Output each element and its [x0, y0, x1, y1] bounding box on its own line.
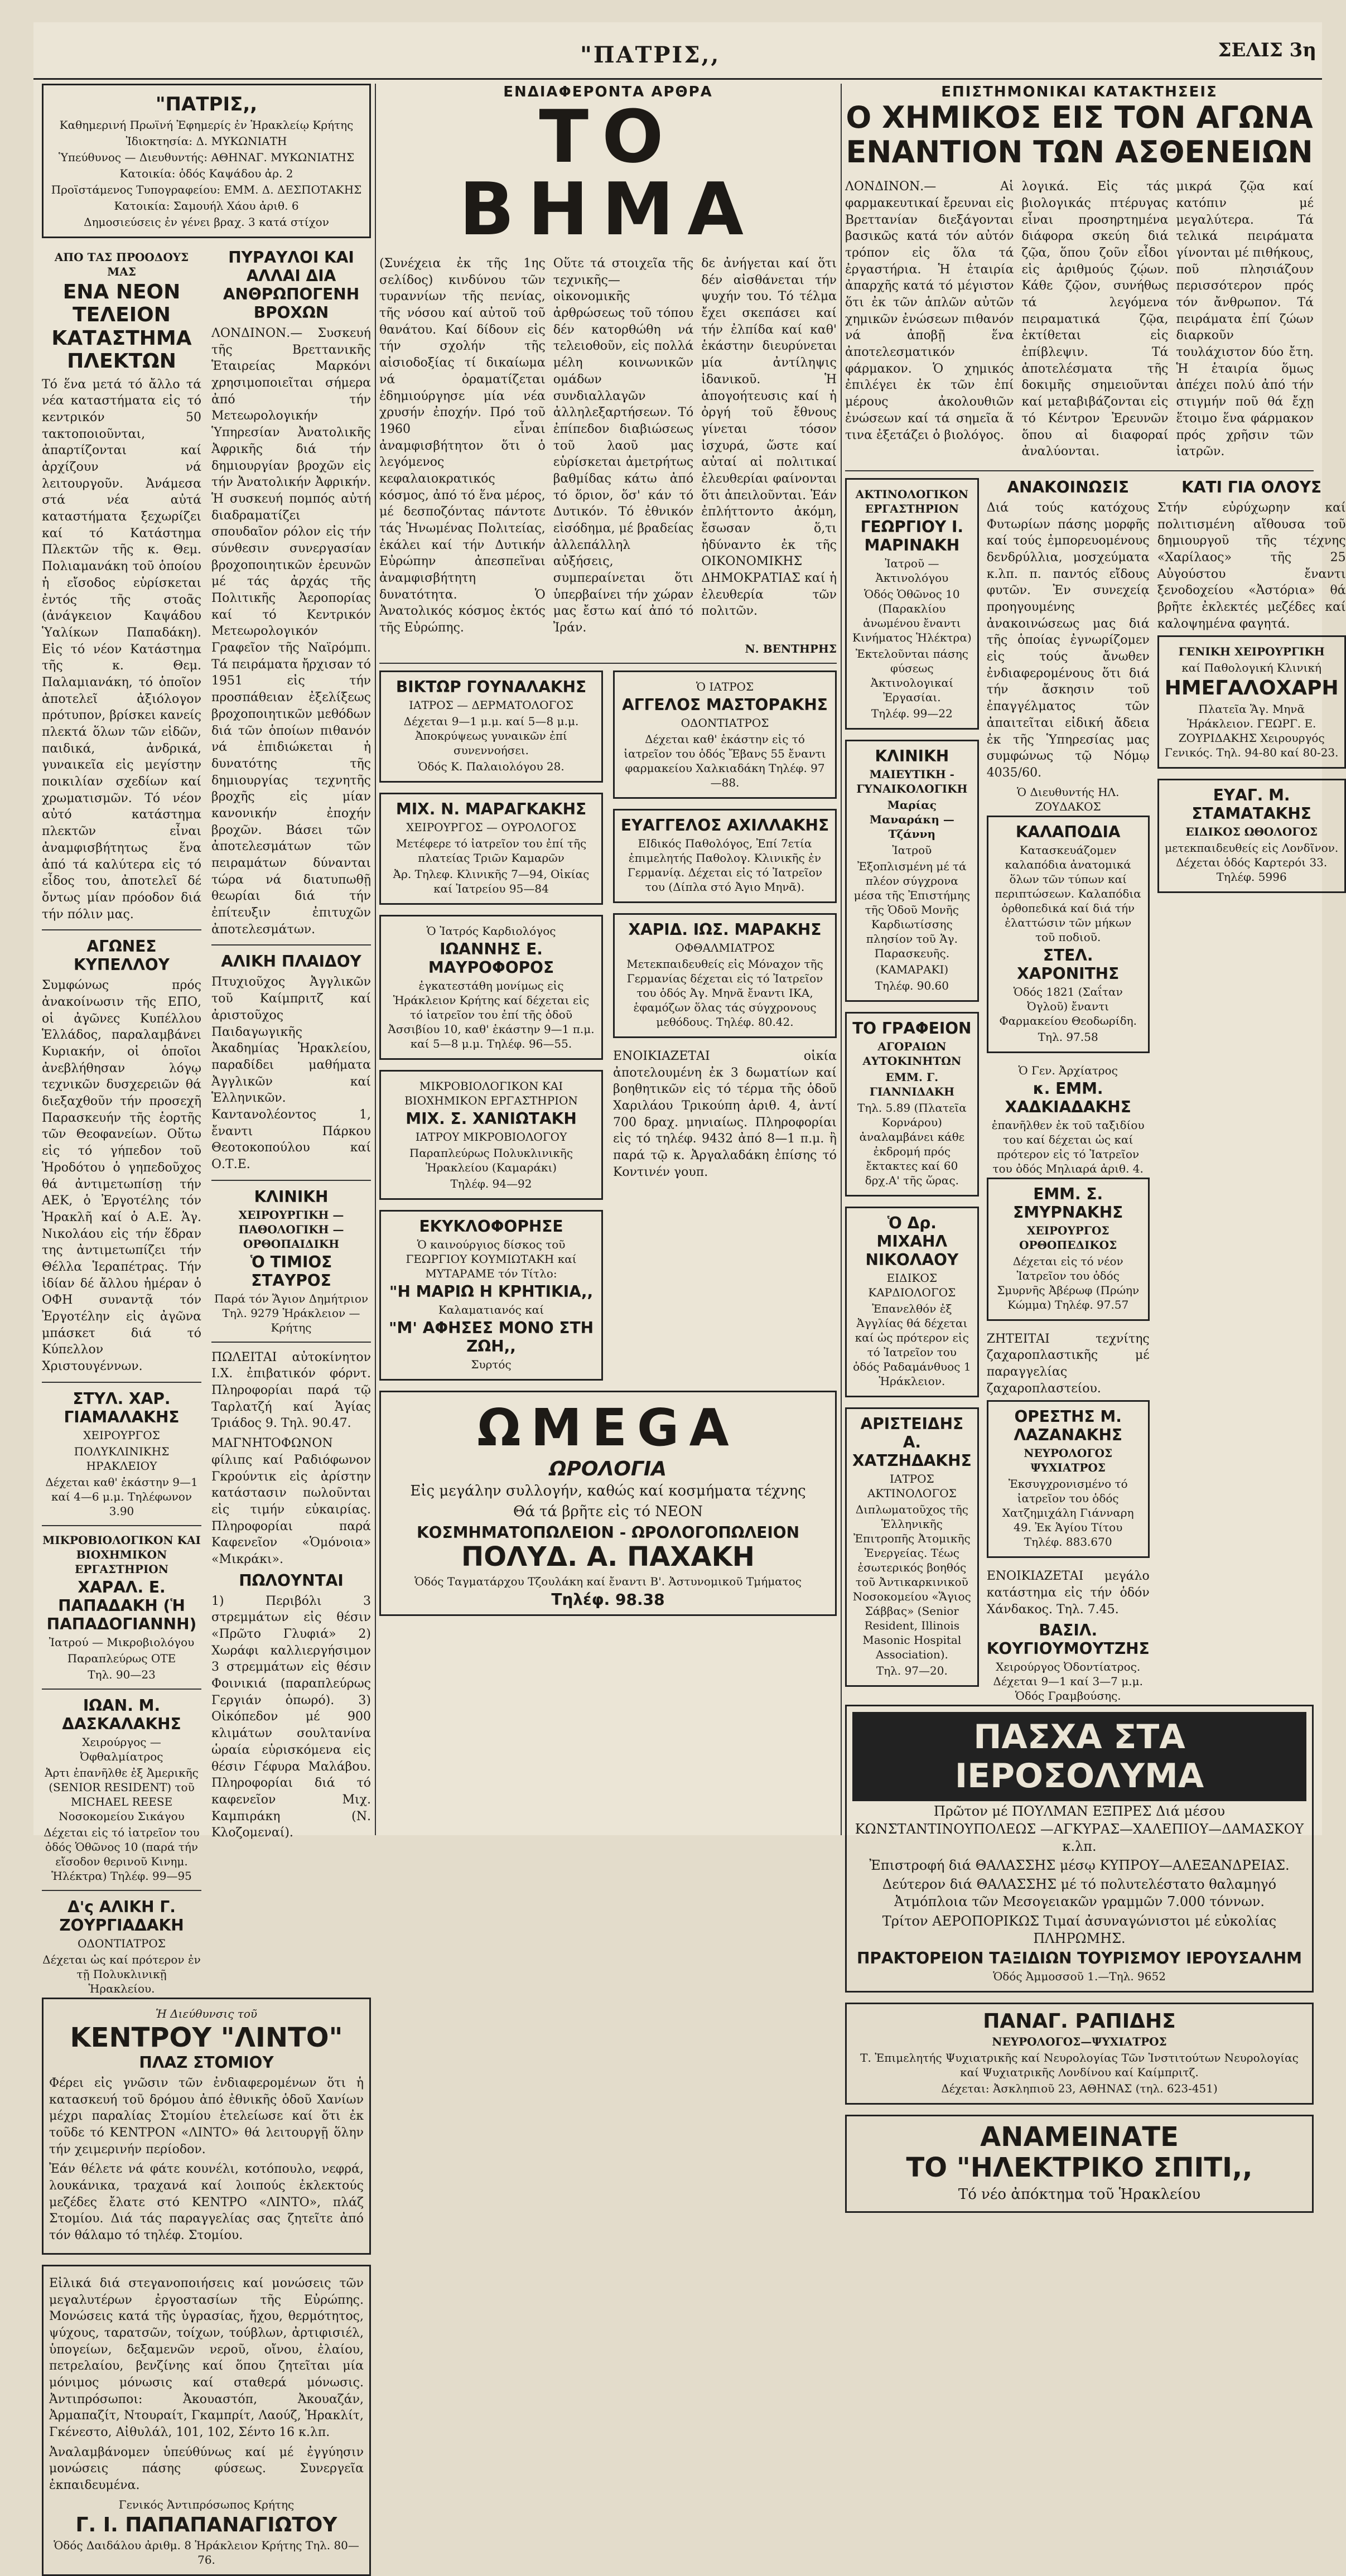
ad-line: Παραπλεύρως Πολυκλινικῆς Ἡρακλείου (Καμαράκι) — [409, 1146, 573, 1174]
notice-author: Ὁ Διευθυντής ΗΛ. ΖΟΥΔΑΚΟΣ — [1016, 785, 1120, 813]
ad-block — [613, 670, 837, 799]
ad-line: ΑΓΟΡΑΙΩΝ ΑΥΤΟΚΙΝΗΤΩΝ — [862, 1039, 962, 1068]
ad-line: μετεκπαιδευθείς εἰς Λονδῖνον. Δέχεται ὁδός Καρτερόι 33. Τηλέφ. 5996 — [1165, 841, 1339, 884]
ad-body: Φέρει εἰς γνῶσιν τῶν ἐνδιαφερομένων ὅτι ἡ κατασκευή τοῦ δρόμου ἀπό ἐθνικῆς ὁδοῦ Χανίων μέχρι παραλίας Στομίου ἐτελείωσε καί ὅτι ἐκ τοῦδε τό ΚΕΝΤΡΟΝ «ΛΙΝΤΟ» θά λειτουργῇ ὅλην τήν χειμερινήν περίοδον. — [49, 2076, 364, 2157]
ad-name: ΒΑΣΙΛ. ΚΟΥΓΙΟΥΜΟΥΤΖΗΣ — [986, 1621, 1150, 1658]
ad-name: ΜΙΧ. Σ. ΧΑΝΙΩΤΑΚΗ — [406, 1109, 577, 1128]
subcolumn-b — [211, 248, 371, 1998]
ad-subtitle: ΩΡΟΛΟΓΙΑ — [549, 1457, 667, 1480]
ad-line: Μετέφερε τό ἰατρεῖον του ἐπί τῆς πλατείας Τριῶν Καμαρῶν — [395, 836, 587, 865]
ad-block — [987, 1400, 1150, 1558]
ad-line: ΠΟΛΥΚΛΙΝΙΚΗΣ ΗΡΑΚΛΕΙΟΥ — [74, 1444, 170, 1473]
divider — [845, 470, 1314, 471]
ad-line: Ἐξοπλισμένη μέ τά πλέον σύγχρονα μέσα τῆς Ἐπιστήμης τῆς Ὁδοῦ Μονῆς Καρδιωτίσσης πλησίον τοῦ Ἁγ. Παρασκευῆς. — [853, 859, 971, 960]
ad-line: Συρτός — [471, 1357, 512, 1371]
ad-line: ΙΑΤΡΟΣ ΑΚΤΙΝΟΛΟΓΟΣ — [867, 1472, 957, 1500]
ad-line: Τηλ. 97—20. — [876, 1663, 948, 1677]
ad-title: Δ'ς ΑΛΙΚΗ Γ. ΖΟΥΡΓΙΑΔΑΚΗ — [59, 1897, 184, 1935]
ads-grid — [845, 477, 1346, 1705]
ad-name: Ὁ ΤΙΜΙΟΣ ΣΤΑΥΡΟΣ — [250, 1252, 332, 1290]
classified: ΠΩΛΕΙΤΑΙ αὐτοκίνητον Ι.Χ. ἐπιβατικόν φόρντ. Πληροφορίαι παρά τῷ Ταρλατζή καί Ἁγίας Τριάδος 9. Τηλ. 90.47. — [211, 1350, 371, 1431]
ad-line: (ΚΑΜΑΡΑΚΙ) — [875, 962, 949, 976]
left-subcolumns — [42, 248, 371, 1998]
ad-line: Ἀρ. Τηλεφ. Κλινικῆς 7—94, Οἰκίας καί Ἰατρείου 95—84 — [393, 867, 590, 895]
masthead-title: "ΠΑΤΡΙΣ,, — [155, 93, 258, 115]
masthead-line: Ἰδιοκτησία: Δ. ΜΥΚΩΝΙΑΤΗ — [126, 134, 287, 148]
ad-name: ΣΤΕΛ. ΧΑΡΟΝΙΤΗΣ — [1017, 946, 1120, 983]
section-kicker: ΕΝΔΙΑΦΕΡΟΝΤΑ ΑΡΘΡΑ — [503, 84, 713, 100]
ad-line: Τηλέφ. 99—22 — [871, 706, 953, 720]
ad-block — [845, 1207, 979, 1397]
ad-name: ΟΡΕΣΤΗΣ Μ. ΛΑΖΑΝΑΚΗΣ — [1014, 1407, 1123, 1445]
ads-col-a — [845, 478, 979, 1705]
ad-title: ΚΛΙΝΙΚΗ — [254, 1187, 329, 1206]
ad-line: Χειρούργος — Ὀφθαλμίατρος — [80, 1735, 163, 1763]
subcolumn-a — [42, 248, 201, 1998]
ad-line: Δέχεται καθ' ἑκάστην 9—1 καί 4—6 μ.μ. Τηλέφωνον 3.90 — [45, 1475, 198, 1518]
ads-col-a — [379, 670, 603, 1391]
divider — [42, 1689, 201, 1690]
notice-title: ΑΝΑΚΟΙΝΩΣΙΣ — [1007, 477, 1129, 496]
ad-line: Ὁδός Δαιδάλου ἀριθμ. 8 Ἡράκλειον Κρήτης Τηλ. 80—76. — [54, 2539, 359, 2567]
ad-name: κ. ΕΜΜ. ΧΑΔΚΙΑΔΑΚΗΣ — [1005, 1079, 1131, 1116]
ad-banner: ΠΑΣΧΑ ΣΤΑ ΙΕΡΟΣΟΛΥΜΑ — [852, 1712, 1306, 1801]
ad-name: ΑΝΑΜΕΙΝΑΤΕ — [980, 2121, 1179, 2153]
ad-line: Εἰς μεγάλην συλλογήν, καθώς καί κοσμήματα τέχνης — [410, 1483, 806, 1500]
ad-line: ἐγκατεστάθη μονίμως εἰς Ἡράκλειον Κρήτης καί δέχεται εἰς τό ἰατρεῖον του ἐπί τῆς ὁδοῦ Ἀσσιβίου 10, καθ' ἑκάστην 9—1 π.μ. καί 5—8 μ.μ. Τηλέφ. 96—55. — [388, 978, 595, 1050]
column-divider — [375, 84, 376, 1835]
ad-line: Τηλ. 5.89 (Πλατεῖα Κορνάρου) ἀναλαμβάνει κάθε ἐκδρομή πρός ἔκτακτες καί 60 δρχ.Α' τῆς ὥρας. — [857, 1101, 967, 1187]
article-body: Οὕτε τά στοιχεῖα τῆς τεχνικῆς—οἰκονομικῆς ἀρθρώσεως τοῦ τόπου δέν κατορθώθη νά τελειοθοῦν, εἰς πολλά μέλη κοινωνικῶν ομάδων συνδιαλλαγῶν ἀλληλεξαρτήσεων. Τό ἐπίπεδον διαβιώσεως τοῦ λαοῦ μας εὑρίσκεται ἀμετρήτως βαθμίδας κάτω ἀπό τό ὅριον, ὅσ' κάν τό Δυτικόν. Τό ἐθνικόν εἰσόδημα, μέ βραδείας ἀλλεπάλληλ αὐξήσεις, συμπεραίνεται ὅτι ὑπερβαίνει τήν χώραν μας ἔστω καί ἀπό τό Ἰράν. — [553, 257, 694, 635]
ad-block — [845, 478, 979, 730]
ad-line: ΓΕΝΙΚΗ ΧΕΙΡΟΥΡΓΙΚΗ — [1178, 645, 1325, 659]
ad-body: Πτυχιοῦχος Ἀγγλικῶν τοῦ Καίμπριτζ καί ἀριστοῦχος Παιδαγωγικῆς Ἀκαδημίας Ἡρακλείου, παραδίδει μαθήματα Ἀγγλικῶν καί Ἑλληνικῶν. Καντανολέοντος 1, ἔναντι Πάρκου Θεοτοκοπούλου καί Ο.Τ.Ε. — [211, 975, 371, 1171]
ad-name: ΕΚΥΚΛΟΦΟΡΗΣΕ — [419, 1217, 563, 1236]
ad-name: ΜΙΧ. Ν. ΜΑΡΑΓΚΑΚΗΣ — [395, 799, 587, 818]
ads-col-b — [613, 670, 837, 1391]
section-label: ΑΠΟ ΤΑΣ ΠΡΟΟΔΟΥΣ ΜΑΣ — [54, 250, 189, 278]
ad-line: ΕΙδικός Παθολόγος, Ἐπί 7ετία ἐπιμελητής Παθολογ. Κλινικῆς ἐν Γερμανίᾳ. Δέχεται εἰς τό Ἰατρεῖον του (Δίπλα στό Ἀγιο Μηνᾶ). — [627, 836, 823, 894]
ad-line: ΑΚΤΙΝΟΛΟΓΙΚΟΝ ΕΡΓΑΣΤΗΡΙΟΝ — [855, 487, 969, 515]
insulation-ad — [42, 2265, 371, 2576]
classified: 1) Περιβόλι 3 στρεμμάτων εἰς θέσιν «Πρῶτο Γλυφιά» 2) Χωράφι καλλιεργήσιμον 3 στρεμμάτων εἰς θέσιν Φοινικιά (παραπλεύρως Γεργιάν ὁπωρό). 3) Οἰκόπεδον μέ 900 κλιμάτων σουλτανίνα ὡραία εὑρισκόμενα εἰς θέσιν Γέφυρα Μαλάβου. Πληροφορίαι διά τό καφενεῖον Μιχ. Καμπιράκη (Ν. Κλοζομεναί). — [211, 1594, 371, 1840]
ad-block — [379, 915, 603, 1060]
ad-line: Καλαματιανός καί — [438, 1303, 544, 1316]
ad-line: ΧΕΙΡΟΥΡΓΟΣ — [83, 1428, 160, 1442]
ad-name: ΓΕΩΡΓΙΟΥ Ι. ΜΑΡΙΝΑΚΗ — [860, 517, 964, 554]
ad-block — [613, 809, 837, 903]
masthead-line: Προϊστάμενος Τυπογραφείου: ΕΜΜ. Δ. ΔΕΣΠΟΤΑΚΗΣ — [51, 183, 362, 196]
ad-line: Ἀρτι ἐπανῆλθε ἐξ Ἀμερικῆς (SENIOR RESIDENT) τοῦ MICHAEL REESE Νοσοκομείου Σικάγου — [45, 1765, 199, 1823]
ad-block — [379, 1070, 603, 1200]
article-columns — [845, 175, 1314, 464]
article-headline: ΑΓΩΝΕΣ ΚΥΠΕΛΛΟΥ — [74, 937, 170, 975]
right-column — [845, 84, 1346, 2203]
article-body: λογικά. Εἰς τάς βιολογικάς πτέρυγας εἶναι προσηρτημένα διάφορα σκεύη διά ζῷα, ὅπου ζοῦν εἶδοι εἰς ἀριθμούς ζῴων. Κάθε ζῷον, συνήθως τά λεγόμενα πειραματικά ζῷα, ἐκτίθεται εἰς ἐπίβλεψιν. Τά ἀποτελέσματα τῆς δοκιμῆς σημειοῦνται καί μεταβιβάζονται εἰς τό Κέντρον Ἐρευνῶν ὅπου αἱ διαφοραί ἀναλύονται. — [1021, 180, 1169, 459]
ad-block — [379, 793, 603, 905]
ad-line: Τό νέο ἀπόκτημα τοῦ Ἡρακλείου — [958, 2186, 1201, 2203]
article-body: ΛΟΝΔΙΝΟΝ.— Αἱ φαρμακευτικαί ἔρευναι εἰς Βρεττανίαν διεξάγονται βασικῶς κατά τόν αὐτόν τρόπον εἰς ὅλα τά ἐργαστήρια. Ἡ ἑταιρία ἀπαρχῆς κατά τό μέγιστον ὅτι ἐκ τῶν ἁπλῶν αὐτῶν χημικῶν ἐνώσεων πιθανόν νά ἀποβῇ ἕνα ἀποτελεσματικόν φάρμακον. Ὁ χημικός ἐπιλέγει ἐκ τῶν ἐπί μέρους ἀκολουθιῶν ἐνώσεων καί τά σημεῖα ἅ τινα ἐξετάζει ὁ βιολόγος. — [845, 180, 1014, 442]
classified-title: ΠΩΛΟΥΝΤΑΙ — [239, 1571, 344, 1590]
article-headline: ΚΑΤΙ ΓΙΑ ΟΛΟΥΣ — [1181, 477, 1322, 496]
ad-line: Ἰατροῦ — Ἀκτινολόγου — [875, 556, 949, 585]
masthead — [42, 84, 371, 238]
article-body: ΛΟΝΔΙΝΟΝ.— Συσκευή τῆς Βρεττανικῆς Ἑταιρείας Μαρκόνι χρησιμοποιεῖται σήμερα ἀπό τήν Μετεωρολογικήν Ὑπηρεσίαν Ἀνατολικῆς Ἀφρικῆς διά τήν δημιουργίαν βροχῶν εἰς τήν Ἀνατολικήν Ἀφρικήν. Ἡ συσκευή πομπός αὐτή διαδραματίζει σπουδαῖον ρόλον εἰς τήν σύνθεσιν συνεργασίαν βροχοποιητικῶν ἐρευνῶν μέ τάς ἀρχάς τῆς Πολιτικῆς Ἀεροπορίας καί τό Κεντρικόν Μετεωρολογικόν Γραφεῖον τῆς Ναϊρόμπι. Τά πειράματα ἤρχισαν τό 1951 εἰς τήν προσπάθειαν ἐξελίξεως βροχοποιητικῶν μεθόδων διά τῶν ὁποίων πιθανόν νά ἐπιδιώκεται ἡ δυνατότης τῆς δημιουργίας τεχνητῆς βροχῆς εἰς μίαν κανονικήν ἐποχήν βροχῶν. Βάσει τῶν ἀποτελεσμάτων τῶν πειραμάτων δύνανται τώρα νά διατυπωθῇ θεωρίαι διά τήν ἐπίτευξιν ἐπιτυχῶν ἀποτελεσμάτων. — [211, 326, 371, 937]
ad-line: Ὁδός Ἀμμοσσοῦ 1.—Τηλ. 9652 — [993, 1969, 1166, 1983]
ad-line: Δέχεται ὡς καί πρότερον ἐν τῇ Πολυκλινικῇ Ἡρακλείου. — [42, 1952, 201, 1995]
ad-line: Τηλέφ. 94—92 — [450, 1176, 532, 1190]
masthead-line: Κατοικία: Σαμουήλ Χάου ἀριθ. 6 — [114, 199, 299, 213]
ad-line: ΕΙΔΙΚΟΣ ΚΑΡΔΙΟΛΟΓΟΣ — [868, 1271, 956, 1299]
ad-line: ΝΕΥΡΟΛΟΓΟΣ—ΨΥΧΙΑΤΡΟΣ — [992, 2035, 1167, 2049]
classified: ΕΝΟΙΚΙΑΖΕΤΑΙ οἰκία ἀποτελουμένη ἐκ 3 δωματίων καί βοηθητικῶν εἰς τό τέρμα τῆς ὁδοῦ Χαριλάου Τρικούπη ἀριθ. 4, ἀντί 700 δραχ. μηνιαίως. Πληροφορίαι εἰς τό τηλέφ. 9432 ἀπό 8—1 π.μ. ἢ παρά τῷ κ. Ἀργαλαδάκη ἐπίσης τό Κοντινέν γουπ. — [613, 1049, 837, 1179]
classified: ΖΗΤΕΙΤΑΙ τεχνίτης ζαχαροπλαστικῆς μέ παραγγελίας ζαχαροπλαστείου. — [986, 1332, 1150, 1396]
ad-name: ΠΑΝΑΓ. ΡΑΠΙΔΗΣ — [983, 2009, 1176, 2033]
ad-line: ΕΙΔΙΚΟΣ ΩΘΟΛΟΓΟΣ — [1185, 824, 1318, 838]
divider — [42, 1382, 201, 1383]
masthead-line: Ὑπεύθυνος — Διευθυντής: ΑΘΗΝΑΓ. ΜΥΚΩΝΙΑΤΗΣ — [58, 151, 355, 164]
lido-ad — [42, 1998, 371, 2255]
ad-block — [845, 740, 979, 1002]
ad-title: ΙΩΑΝ. Μ. ΔΑΣΚΑΛΑΚΗΣ — [62, 1696, 181, 1733]
divider — [42, 1525, 201, 1526]
easter-ad — [845, 1705, 1314, 1993]
page-number: ΣΕΛΙΣ 3η — [1218, 39, 1316, 61]
article-body: Τό ἕνα μετά τό ἄλλο τά νέα καταστήματα εἰς τό κεντρικόν 50 τακτοποιοῦνται, ἀπαρτίζονται καί ἀρχίζουν νά λειτουργοῦν. Ἀνάμεσα στά νέα αὐτά καταστήματα ξεχωρίζει καί τό Κατάστημα Πλεκτῶν τῆς κ. Θεμ. Πολιαμανάκη τοῦ ὁποίου ἡ εἴσοδος εὑρίσκεται ἐντός τῆς στοᾶς (ἀνάγκειον Καψάδου Ὑαλίκων Παπαδάκη). Εἰς τό νέον Κατάστημα τῆς κ. Θεμ. Παλαμιανάκη, τό ὁποῖον ἀποτελεῖ ἀξιόλογον πρότυπον, βρίσκει κανείς πλεκτά ὅλων τῶν εἰδῶν, παιδικά, ἀνδρικά, γυναικεῖα εἰς μεγίστην ποικιλίαν σχεδίων καί χρωματισμῶν. Τό νέον αὐτό κατάστημα πλεκτῶν εἶναι ἀναμφισβήτητως ἕνα ἀπό τά καλύτερα εἰς τό εἶδος του, ἀποτελεῖ δέ ὄντως μίαν πρόοδον διά τήν πόλιν μας. — [42, 377, 201, 922]
ad-intro: Ἡ Διεύθυνσις τοῦ — [155, 2006, 258, 2020]
ad-title: ΜΙΚΡΟΒΙΟΛΟΓΙΚΟΝ ΚΑΙ ΒΙΟΧΗΜΙΚΟΝ ΕΡΓΑΣΤΗΡΙΟΝ — [42, 1533, 201, 1576]
ad-name: ΕΜΜ. Σ. ΣΜΥΡΝΑΚΗΣ — [1013, 1184, 1123, 1222]
ad-block — [1157, 779, 1346, 893]
ad-line: Ὁδός Κ. Παλαιολόγου 28. — [418, 759, 565, 773]
masthead-line: Δημοσιεύσεις ἐν γένει βραχ. 3 κατά στίχον — [84, 215, 329, 229]
divider — [42, 929, 201, 930]
ad-name: ΕΥΑΓΓΕΛΟΣ ΑΧΙΛΛΑΚΗΣ — [620, 816, 829, 834]
article-body: (Συνέχεια ἐκ τῆς 1ης σελίδος) κινδύνου τῶν τυραννίων τῆς πενίας, τῆς νόσου καί αὐτοῦ τοῦ θανάτου. Καί δίδουν εἰς τήν σχολήν τῆς αἰσιοδοξίας τί δικαίωμα νά ὀραματίζεται ἐδημιούργησε μία νέα χρυσήν ἐποχήν. Πρό τοῦ 1960 εἶναι ἀναμφισβήτητον ὅτι ὁ λεγόμενος κεφαλαιοκρατικός κόσμος, ἀπό τό ἕνα μέρος, μέ δεσποζόντας πάντοτε τάς Ἡνωμένας Πολιτείας, ἐκάλει καί τήν Δυτικήν Εὐρώπην ἀπεσπεῖναι ἀναμφισβήτητη δυνατότητα. Ὁ Ἀνατολικός κόσμος ἐκτός τῆς Εὐρώπης. — [379, 257, 546, 635]
song-title: "Μ' ΑΦΗΣΕΣ ΜΟΝΟ ΣΤΗ ΖΩΗ,, — [388, 1318, 594, 1355]
ad-line: ΧΕΙΡΟΥΡΓΟΣ ΟΡΘΟΠΕΔΙΚΟΣ — [1019, 1223, 1117, 1252]
ad-name: Γ. Ι. ΠΑΠΑΠΑΝΑΓΙΩΤΟΥ — [75, 2513, 337, 2536]
ad-line: ΜΑΙΕΥΤΙΚΗ - ΓΥΝΑΙΚΟΛΟΓΙΚΗ — [856, 767, 968, 795]
ad-line: ΧΕΙΡΟΥΡΓΟΣ — ΟΥΡΟΛΟΓΟΣ — [406, 820, 577, 834]
ad-block — [1157, 635, 1346, 768]
section-kicker: ΕΠΙΣΤΗΜΟΝΙΚΑΙ ΚΑΤΑΚΤΗΣΕΙΣ — [941, 84, 1218, 100]
ad-line: Πρῶτον μέ ΠΟΥΛΜΑΝ ΕΞΠΡΕΣ Διά μέσου ΚΩΝΣΤΑΝΤΙΝΟΥΠΟΛΕΩΣ —ΑΓΚΥΡΑΣ—ΧΑΛΕΠΙΟΥ—ΔΑΜΑΣΚΟΥ κ.λπ. — [855, 1803, 1304, 1854]
article-body: μικρά ζῷα καί κατόπιν μέ μεγαλύτερα. Τά τελικά πειράματα γίνονται μέ πιθήκους, ποῦ πλησιάζουν περισσότερον πρός τόν ἄνθρωπον. Τά πειράματα ἐπί ζώων διαρκοῦν τουλάχιστον δύο ἔτη. Ἡ ἑταιρία ὅμως ἀπέχει πολύ ἀπό τήν στιγμήν ποῦ θά ἔχῃ ἕτοιμο ἕνα φάρμακον πρός χρῆσιν τῶν ἰατρῶν. — [1176, 180, 1314, 459]
ad-line: Τηλέφ. 90.60 — [875, 978, 949, 992]
ad-block — [845, 1012, 979, 1197]
ad-line: ΟΔΟΝΤΙΑΤΡΟΣ — [78, 1936, 166, 1950]
ad-name: ΠΡΑΚΤΟΡΕΙΟΝ ΤΑΞΙΔΙΩΝ ΤΟΥΡΙΣΜΟΥ ΙΕΡΟΥΣΑΛΗΜ — [856, 1948, 1302, 1967]
divider — [42, 1890, 201, 1891]
ad-line: Ὁ Γεν. Ἀρχίατρος — [1018, 1063, 1118, 1077]
ads-col-b — [987, 478, 1150, 1705]
ad-line: Παρά τόν Ἅγιον Δημήτριον Τηλ. 9279 Ἡράκλειον — Κρήτης — [214, 1291, 369, 1334]
ad-line: Διπλωματοῦχος τῆς Ἑλληνικῆς Ἐπιτροπῆς Ἀτομικῆς Ἐνεργείας. Τέως ἐσωτερικός βοηθός τοῦ Ἀντικαρκινικοῦ Νοσοκομείου «Ἅγιος Σάββας» (Senior Resident, Illinois Masonic Hospital Association). — [852, 1502, 971, 1661]
newspaper-page — [33, 22, 1346, 2567]
ad-line: Ὁ καινούργιος δίσκος τοῦ ΓΕΩΡΓΙΟΥ ΚΟΥΜΙΩΤΑΚΗ καί ΜΥΤΑΡΑΜΕ τόν Τίτλο: — [406, 1237, 577, 1280]
ad-line: ΜΙΚΡΟΒΙΟΛΟΓΙΚΟΝ ΚΑΙ ΒΙΟΧΗΜΙΚΟΝ ΕΡΓΑΣΤΗΡΙΟΝ — [404, 1079, 578, 1107]
ad-line: ΧΕΙΡΟΥΡΓΙΚΗ — ΠΑΘΟΛΟΓΙΚΗ — ΟΡΘΟΠΑΙΔΙΚΗ — [238, 1208, 344, 1251]
ad-line: Ὁδός Ὁθῶνος 10 (Παρακλίου ἀνωμένου ἔναντι Κινήματος Ἡλέκτρα) — [852, 587, 972, 644]
ad-line: Ὁ ΙΑΤΡΟΣ — [696, 679, 754, 693]
article-headline: ΠΥΡΑΥΛΟΙ ΚΑΙ ΑΛΛΑΙ ΔΙΑ ΑΝΘΡΩΠΟΓΕΝΗ ΒΡΟΧΩΝ — [223, 248, 360, 322]
ad-body: Ἐάν θέλετε νά φάτε κουνέλι, κοτόπουλο, νεφρά, λουκάνικα, τραχανά καί λοιπούς ἐκλεκτούς μεζέδες ἔλατε στό ΚΕΝΤΡΟ «ΛΙΝΤΟ», πλάζ Στομίου. Διά τάς παραγγελίας σας ζητεῖτε ἀπό τόν θάλαμο τό τηλέφ. Στομίου. — [49, 2162, 364, 2243]
omega-ad — [379, 1391, 837, 1616]
brand-logo: ΩMEGA — [477, 1397, 739, 1458]
ad-line: Δέχεται: Ἀσκληπιοῦ 23, ΑΘΗΝΑΣ (τηλ. 623-451) — [941, 2082, 1218, 2096]
ad-name: ΙΩΑΝΝΗΣ Ε. ΜΑΥΡΟΦΟΡΟΣ — [428, 939, 554, 977]
ad-line: Ὁδός Ταγματάρχου Τζουλάκη καί ἔναντι Β'. Ἀστυνομικοῦ Τμήματος — [414, 1574, 802, 1588]
classified: ΕΝΟΙΚΙΑΖΕΤΑΙ μεγάλο κατάστημα εἰς τήν ὁδόν Χάνδακος. Τηλ. 7.45. — [986, 1569, 1150, 1617]
header-title: "ΠΑΤΡΙΣ,, — [580, 42, 721, 68]
ad-name: ΧΑΡΙΔ. ΙΩΣ. ΜΑΡΑΚΗΣ — [628, 920, 822, 939]
divider — [211, 944, 371, 946]
ad-line: Δέχεται εἰς τό ἰατρεῖον του ὁδός Ὁθῶνος 10 (παρά τήν εἴσοδον θερινοῦ Κινημ. Ἡλέκτρα) Τηλέφ. 99—95 — [44, 1825, 200, 1883]
ad-line: Δέχεται 9—1 μ.μ. καί 5—8 μ.μ. Ἀποκρύψεως γυναικῶν ἐπί συνεννοήσει. — [403, 714, 579, 757]
ad-name: ΑΡΙΣΤΕΙΔΗΣ Α. ΧΑΤΖΗΔΑΚΗΣ — [852, 1414, 972, 1470]
ad-line: ΙΑΤΡΟΥ ΜΙΚΡΟΒΙΟΛΟΓΟΥ — [415, 1130, 567, 1144]
electric-home-ad — [845, 2115, 1314, 2213]
notice-body: Διά τούς κατόχους Φυτωρίων πάσης μορφῆς καί τούς ἐμπορευομένους δενδρύλλια, μοσχεύματα κ.λπ. π. παντός εἴδους φυτῶν. Ἐν συνεχείᾳ προηγουμένης ἀνακοινώσεως μας διά τῆς ὁποίας ἐγνωρίζομεν εἰς τούς ἄνωθεν ἐνδιαφερομένους ὅτι διά τήν ἄσκησιν τοῦ ἐπαγγέλματος τῶν ἀπαιτεῖται εἰδική ἄδεια ἐκ τῆς Ὑπηρεσίας μας συμφώνως τῷ Νόμῳ 4035/60. — [986, 500, 1150, 780]
ad-block — [845, 1407, 979, 1687]
ad-title: ΣΤΥΛ. ΧΑΡ. ΓΙΑΜΑΛΑΚΗΣ — [64, 1389, 180, 1426]
ad-line: Πλατεῖα Ἅγ. Μηνᾶ Ἡράκλειον. ΓΕΩΡΓ. Ε. ΖΟΥΡΙΔΑΚΗΣ Χειρουργός Γενικός. Τηλ. 94-80 καί 80-23. — [1164, 702, 1339, 759]
column-divider — [841, 84, 842, 1835]
article-body: δε ἀνήγεται καί ὅτι δέν αἰσθάνεται τήν ψυχήν του. Τό τέλμα ἔχει σκεπάσει καί τήν ἐλπίδα καί καθ' ἑκάστην διευρύνεται μία ἀντίληψις ἰδανικοῦ. Ἡ ἀπογοήτευσις καί ἡ ὀργή τοῦ ἔθνους γίνεται τόσον ἰσχυρά, ὥστε καί αὐταί αἱ πολιτικαί ἐλευθερίαι φαίνονται ὅτι ἀπειλοῦνται. Ἐάν ἐπλήττοντο ἀκόμη, ἔσωσαν ὅ,τι ἠδύναντο ἐκ τῆς ΟΙΚΟΝΟΜΙΚΗΣ ΔΗΜΟΚΡΑΤΙΑΣ καί ἡ ἐλευθερία τῶν πολιτῶν. — [701, 257, 837, 619]
center-column — [379, 84, 837, 1835]
ad-line: Δέχεται καθ' ἑκάστην εἰς τό ἰατρεῖον του ὁδός Ἔβανς 55 ἔναντι φαρμακείου Χαλκιαδάκη Τηλέφ. 97—88. — [624, 732, 826, 789]
ad-line: Δεύτερον διά ΘΑΛΑΣΣΗΣ μέ τό πολυτελέστατο θαλαμηγό Ἀτμόπλοια τῶν Μεσογειακῶν γραμμῶν 7.000 τόννων. — [882, 1876, 1277, 1910]
ad-line: ΚΟΣΜΗΜΑΤΟΠΩΛΕΙΟΝ - ΩΡΟΛΟΓΟΠΩΛΕΙΟΝ — [416, 1523, 800, 1542]
song-title: "Η ΜΑΡΙΩ Η ΚΡΗΤΙΚΙΑ,, — [389, 1282, 594, 1301]
divider — [211, 1342, 371, 1343]
ad-name: ΧΑΡΑΛ. Ε. ΠΑΠΑΔΑΚΗ (Ἡ ΠΑΠΑΔΟΓΙΑΝΝΗ) — [46, 1578, 197, 1633]
ad-line: Ὁ Ἰατρός Καρδιολόγος — [426, 924, 556, 938]
ad-line: Τηλ. 97.58 — [1038, 1030, 1098, 1044]
article-body: Συμφώνως πρός ἀνακοίνωσιν τῆς ΕΠΟ, οἱ ἀγῶνες Κυπέλλου Ἑλλάδος, παραλαμβάνει Κυριακήν, οἱ ὁποῖοι ἀνεβλήθησαν λόγῳ τεχνικῶν δυσχερειῶν θά διεξαχθοῦν τήν προσεχῆ Παρασκευήν τῆς ἑορτῆς τῶν Θεοφανείων. Οὕτω εἰς τό γήπεδον τοῦ Ἡροδότου ὁ γηπεδοῦχος θά ἀντιμετωπίσῃ τήν ΑΕΚ, ὁ Ἐργοτέλης τόν Ἡρακλῆ καί ὁ Α.Ε. Ἁγ. Νικολάου εἰς τήν ἕδραν της ἀντιμετωπίζει τήν Θέλλα Ἱεραπέτρας. Τήν ἰδίαν δέ ἄλλου ἡμέραν ὁ ΟΦΗ συναντᾷ τόν Ἐργοτέλην εἰς ἀγῶνα μπάσκετ διά τό Κύπελλον Χριστουγέννων. — [42, 978, 201, 1374]
ad-line: Μαρίας Μαναράκη — Τζάννη — [869, 798, 954, 841]
divider — [211, 1180, 371, 1181]
ad-name: ΠΟΛΥΔ. Α. ΠΑΧΑΚΗ — [461, 1541, 755, 1572]
ad-block — [613, 913, 837, 1038]
article-title: ΤΟ ΒΗΜΑ — [459, 94, 757, 252]
ad-line: ἐπανῆλθεν ἐκ τοῦ ταξιδίου του καί δέχεται ὡς καί πρότερον εἰς τό Ἰατρεῖον του ὁδός Μηλιαρά ἀριθ. 4. — [991, 1118, 1145, 1175]
ad-line: Κατασκευάζομεν καλαπόδια ἀνατομικά ὅλων τῶν τύπων καί περιπτώσεων. Καλαπόδια ὀρθοπεδικά καί διά τήν ἐλαττώσιν τῶν μήκων τοῦ ποδιοῦ. — [995, 843, 1141, 944]
ad-line: ΕΜΜ. Γ. ΓΙΑΝΝΙΔΑΚΗ — [869, 1070, 954, 1098]
article-headline: ΕΝΑ ΝΕΟΝ ΤΕΛΕΙΟΝ ΚΑΤΑΣΤΗΜΑ ΠΛΕΚΤΩΝ — [51, 281, 192, 373]
ad-line: καί Παθολογική Κλινική — [1181, 661, 1321, 675]
article-author: Ν. ΒΕΝΤΗΡΗΣ — [745, 641, 837, 655]
masthead-line: Καθημερινή Πρωϊνή Ἐφημερίς ἐν Ἡρακλείῳ Κρήτης — [59, 118, 354, 132]
ad-line: ΟΔΟΝΤΙΑΤΡΟΣ — [681, 716, 769, 730]
ad-line: ΝΕΥΡΟΛΟΓΟΣ ΨΥΧΙΑΤΡΟΣ — [1024, 1446, 1113, 1475]
masthead-line: Κατοικία: ὁδός Καψάδου ἀρ. 2 — [119, 167, 293, 180]
page-header — [33, 22, 1322, 80]
ad-title: ΑΛΙΚΗ ΠΛΑΙΔΟΥ — [221, 952, 361, 971]
ad-line: Ἐκσυγχρονισμένο τό ἰατρεῖον του ὁδός Χατζημιχάλη Γιάνναρη 49. Ἐκ Ἁγίου Τίτου Τηλέφ. 883.670 — [1002, 1477, 1134, 1549]
ad-name: Ὁ Δρ. ΜΙΧΑΗΛ ΝΙΚΟΛΑΟΥ — [865, 1213, 959, 1269]
ad-line: Μετεκπαιδευθείς εἰς Μόναχον τῆς Γερμανίας δέχεται εἰς τό Ἰατρεῖον του ὁδός Ἀγ. Μηνᾶ ἔναντι ΙΚΑ, ἑφαμόζων ὅλας τάς σύγχρονους μεθόδους. Τηλέφ. 80.42. — [626, 957, 823, 1029]
ads-col-c — [1157, 478, 1346, 1705]
ad-block — [379, 670, 603, 783]
ad-line: Ἐπανελθόν ἐξ Ἀγγλίας θά δέχεται καί ὡς πρότερον εἰς τό Ἰατρεῖον του ὁδός Ραδαμάνθυος 1 Ἡράκλειον. — [853, 1301, 971, 1388]
classified: ΜΑΓΝΗΤΟΦΩΝΟΝ φίλιπς καί Ραδιόφωνον Γκρούντικ εἰς ἀρίστην κατάστασιν πωλοῦνται εἰς τιμήν εὐκαιρίας. Πληροφορίαι παρά Καφενεῖον «Ὁμόνοια» «Μικράκι». — [211, 1436, 371, 1566]
ad-line: Ὁδός 1821 (Σαΐταν Ὀγλοῦ) ἔναντι Φαρμακείου Θεοδωρίδη. — [999, 985, 1137, 1027]
ad-subtitle: ΠΛΑΖ ΣΤΟΜΙΟΥ — [139, 2053, 274, 2072]
ad-name: ΗΜΕΓΑΛΟΧΑΡΗ — [1164, 677, 1339, 700]
ad-line: Γενικός Ἀντιπρόσωπος Κρήτης — [118, 2497, 295, 2511]
ad-line: Τηλέφ. 98.38 — [551, 1590, 665, 1609]
ad-line: Παραπλεύρως ΟΤΕ — [67, 1651, 176, 1665]
ad-body: Ἀναλαμβάνομεν ὑπεύθύνως καί μέ ἐγγύησιν μονώσεις πάσης φύσεως. Συνεργεῖα ἐκπαιδευμένα. — [49, 2445, 364, 2493]
ad-line: Ἰατροῦ — [892, 843, 932, 857]
ad-name: ΚΛΙΝΙΚΗ — [875, 746, 949, 765]
ad-block — [987, 816, 1150, 1053]
ad-line: Θά τά βρῆτε εἰς τό ΝΕΟΝ — [513, 1503, 703, 1520]
divider — [379, 663, 837, 664]
ad-line: Τηλ. 90—23 — [88, 1667, 156, 1681]
ad-name: ΚΕΝΤΡΟΥ "ΛΙΝΤΟ" — [70, 2022, 343, 2053]
ad-block — [987, 1178, 1150, 1321]
neurologist-ad — [845, 2003, 1314, 2105]
ad-line: Δέχεται εἰς τό νέον Ἰατρεῖον του ὁδός Σμυρνῆς Ἀβέρωφ (Πρώην Κώμμα) Τηλέφ. 97.57 — [997, 1254, 1140, 1311]
left-column — [42, 84, 371, 2567]
ad-name: ΤΟ ΓΡΑΦΕΙΟΝ — [852, 1019, 972, 1038]
ad-line: Χειρούργος Ὀδοντίατρος. Δέχεται 9—1 καί 3—7 μ.μ. Ὁδός Γραμβούσης. — [993, 1660, 1143, 1703]
record-ad — [379, 1210, 603, 1381]
ad-name: ΕΥΑΓ. Μ. ΣΤΑΜΑΤΑΚΗΣ — [1191, 785, 1311, 823]
ad-line: Τρίτον ΑΕΡΟΠΟΡΙΚΩΣ Τιμαί ἀσυναγώνιστοι μέ εὐκολίας ΠΛΗΡΩΜΗΣ. — [882, 1913, 1277, 1946]
ad-line: Τ. Ἐπιμελητής Ψυχιατρικῆς καί Νευρολογίας Τῶν Ἰνστιτούτων Νευρολογίας καί Ψυχιατρικῆς Λονδίνου καί Καίμπριτζ. — [860, 2051, 1299, 2080]
ad-line: Ἐκτελοῦνται πάσης φύσεως Ἀκτινολογικαί Ἐργασίαι. — [855, 647, 968, 704]
article-title: Ο ΧΗΜΙΚΟΣ ΕΙΣ ΤΟΝ ΑΓΩΝΑ ΕΝΑΝΤΙΟΝ ΤΩΝ ΑΣΘΕΝΕΙΩΝ — [846, 100, 1313, 170]
ads-grid — [379, 670, 837, 1391]
ad-name: ΒΙΚΤΩΡ ΓΟΥΝΑΛΑΚΗΣ — [395, 677, 587, 696]
ad-line: Ἰατρού — Μικροβιολόγου — [49, 1635, 195, 1649]
ad-name: ΤΟ "ΗΛΕΚΤΡΙΚΟ ΣΠΙΤΙ,, — [906, 2152, 1253, 2184]
article-columns — [379, 252, 837, 640]
ad-line: ΙΑΤΡΟΣ — ΔΕΡΜΑΤΟΛΟΓΟΣ — [409, 698, 573, 712]
ad-name: ΑΓΓΕΛΟΣ ΜΑΣΤΟΡΑΚΗΣ — [622, 695, 828, 714]
article-body: Στήν εὐρύχωρην καί πολιτισμένη αἴθουσα τοῦ δημιουργοῦ τῆς τέχνης «Χαρίλαος» τῆς 25 Αὐγούστου ἔναντι ξενοδοχείου «Ἀστόρια» θά βρῆτε ἐκλεκτές μεζέδες καί καλοψημένα φαγητά. — [1157, 500, 1346, 631]
ad-name: ΚΑΛΑΠΟΔΙΑ — [1015, 822, 1121, 841]
ad-body: Εἰλικά διά στεγανοποιήσεις καί μονώσεις τῶν μεγαλυτέρων ἐργοστασίων τῆς Εὐρώπης. Μονώσεις κατά τῆς ὑγρασίας, ἤχου, θερμότητος, ψύχους, ταρατσῶν, τοίχων, τούβλων, ἀρτιφισιέλ, ὑπογείων, δεξαμενῶν νεροῦ, οἴνου, ἐλαίου, πετρελαίου, βενζίνης καί ὅπου ζητεῖται μία μόνιμος μόνωσις καί σταθερά μόνωσις. Ἀντιπρόσωποι: Ἀκουαστόπ, Ἀκουαζάν, Ἀρμαπαζίτ, Ντουραίτ, Γκαμπρίτ, Λαούζ, Ἡρακλίτ, Γκένεστο, Αἰθυλάλ, 101, 102, Σέντο 16 κ.λπ. — [49, 2276, 364, 2439]
ad-line: ΟΦΘΑΛΜΙΑΤΡΟΣ — [675, 940, 775, 954]
ad-line: Ἐπιστροφή διά ΘΑΛΑΣΣΗΣ μέσῳ ΚΥΠΡΟΥ—ΑΛΕΞΑΝΔΡΕΙΑΣ. — [869, 1857, 1290, 1873]
